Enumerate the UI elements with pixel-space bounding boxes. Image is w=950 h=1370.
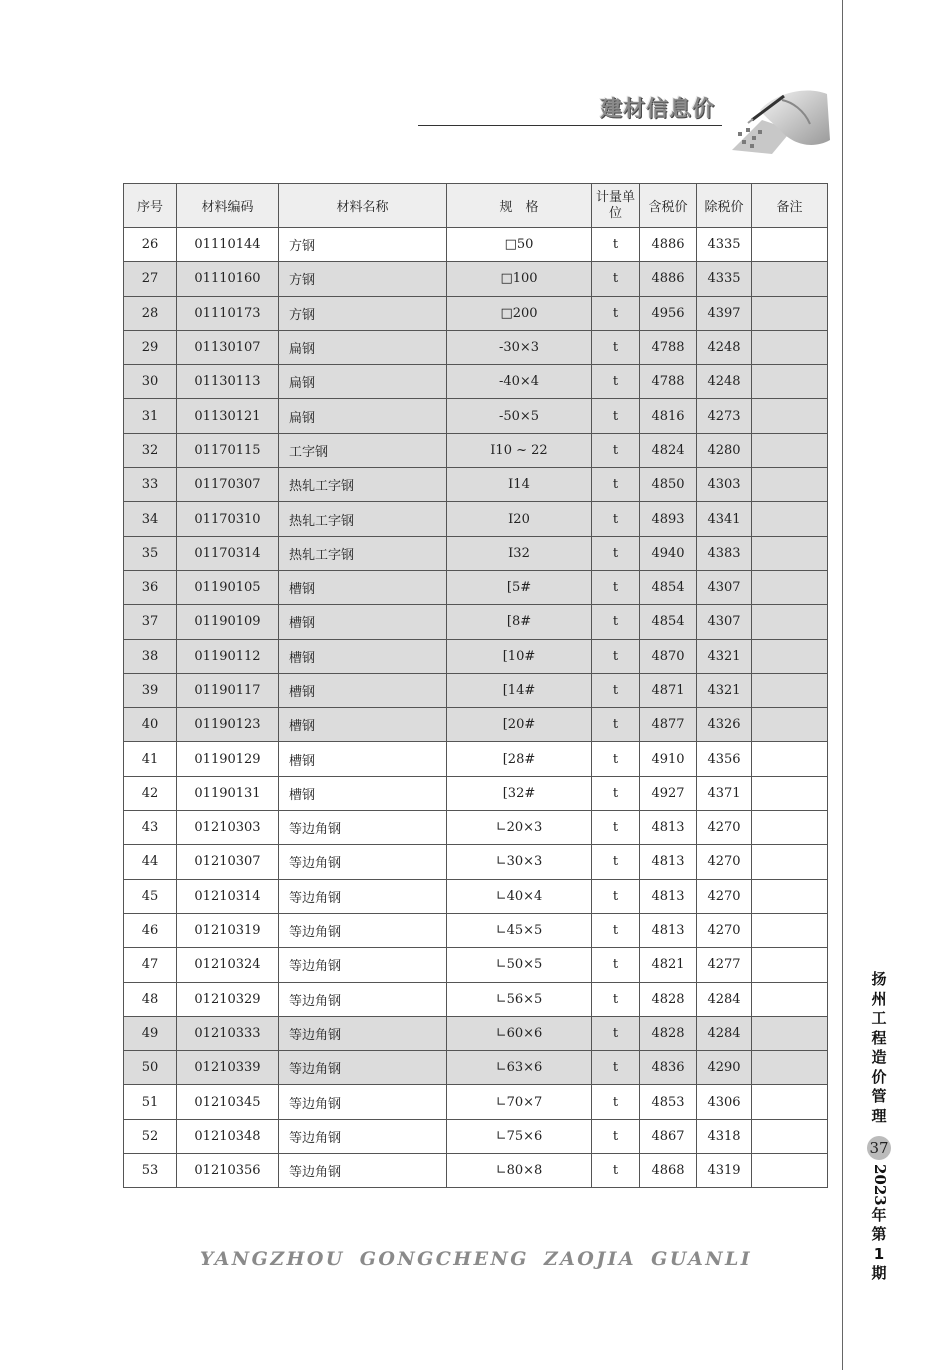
journal-name-char: 价 — [871, 1067, 887, 1086]
cell-tax-price: 4813 — [640, 845, 697, 879]
cell-name: 槽钢 — [279, 570, 447, 604]
column-header-no: 序号 — [124, 184, 177, 228]
table-row — [124, 365, 828, 399]
journal-name-char: 管 — [871, 1087, 887, 1105]
cell-unit: t — [592, 262, 640, 296]
cell-name: 槽钢 — [279, 742, 447, 776]
journal-name-char: 理 — [871, 1106, 887, 1125]
cell-note — [752, 296, 828, 330]
cell-name: 方钢 — [279, 262, 447, 296]
table-row — [124, 330, 828, 364]
cell-unit: t — [592, 1016, 640, 1050]
cell-unit: t — [592, 776, 640, 810]
cell-no: 53 — [124, 1154, 177, 1188]
column-header-code: 材料编码 — [177, 184, 279, 228]
cell-unit: t — [592, 399, 640, 433]
cell-notax-price: 4303 — [697, 468, 752, 502]
header-rule — [418, 125, 722, 126]
cell-notax-price: 4307 — [697, 605, 752, 639]
cell-tax-price: 4886 — [640, 262, 697, 296]
cell-unit: t — [592, 570, 640, 604]
cell-notax-price: 4321 — [697, 673, 752, 707]
column-header-unit: 计量单位 — [592, 184, 640, 228]
cell-spec: ∟50×5 — [447, 948, 592, 982]
cell-name: 热轧工字钢 — [279, 502, 447, 536]
table-row — [124, 948, 828, 982]
cell-tax-price: 4813 — [640, 811, 697, 845]
cell-name: 槽钢 — [279, 708, 447, 742]
cell-unit: t — [592, 879, 640, 913]
cell-notax-price: 4397 — [697, 296, 752, 330]
cell-code: 01210339 — [177, 1051, 279, 1085]
cell-notax-price: 4270 — [697, 913, 752, 947]
cell-no: 39 — [124, 673, 177, 707]
journal-name — [871, 970, 886, 1126]
cell-code: 01210348 — [177, 1119, 279, 1153]
cell-no: 35 — [124, 536, 177, 570]
table-row — [124, 742, 828, 776]
cell-notax-price: 4277 — [697, 948, 752, 982]
cell-tax-price: 4813 — [640, 879, 697, 913]
cell-no: 41 — [124, 742, 177, 776]
cell-no: 34 — [124, 502, 177, 536]
cell-code: 01190123 — [177, 708, 279, 742]
cell-note — [752, 365, 828, 399]
cell-notax-price: 4248 — [697, 330, 752, 364]
cell-note — [752, 913, 828, 947]
cell-unit: t — [592, 1154, 640, 1188]
cell-tax-price: 4940 — [640, 536, 697, 570]
cell-notax-price: 4270 — [697, 879, 752, 913]
issue-year: 2023 — [870, 1164, 889, 1206]
cell-name: 槽钢 — [279, 673, 447, 707]
cell-name: 扁钢 — [279, 365, 447, 399]
cell-name: 等边角钢 — [279, 1119, 447, 1153]
cell-no: 51 — [124, 1085, 177, 1119]
journal-name-char: 州 — [871, 989, 887, 1008]
cell-notax-price: 4248 — [697, 365, 752, 399]
cell-note — [752, 1016, 828, 1050]
cell-note — [752, 673, 828, 707]
cell-notax-price: 4280 — [697, 433, 752, 467]
cell-note — [752, 708, 828, 742]
cell-spec: ∟56×5 — [447, 982, 592, 1016]
cell-spec: [28# — [447, 742, 592, 776]
cell-code: 01210324 — [177, 948, 279, 982]
cell-unit: t — [592, 296, 640, 330]
cell-name: 等边角钢 — [279, 1016, 447, 1050]
cell-no: 36 — [124, 570, 177, 604]
journal-name-char: 造 — [871, 1048, 887, 1066]
cell-unit: t — [592, 228, 640, 262]
cell-code: 01170115 — [177, 433, 279, 467]
table-row — [124, 1085, 828, 1119]
cell-name: 方钢 — [279, 228, 447, 262]
cell-code: 01210356 — [177, 1154, 279, 1188]
column-header-tax-price: 含税价 — [640, 184, 697, 228]
cell-code: 01130107 — [177, 330, 279, 364]
cell-unit: t — [592, 811, 640, 845]
cell-spec: [10# — [447, 639, 592, 673]
cell-notax-price: 4371 — [697, 776, 752, 810]
table-row — [124, 570, 828, 604]
cell-no: 32 — [124, 433, 177, 467]
table-row — [124, 536, 828, 570]
cell-unit: t — [592, 913, 640, 947]
cell-no: 38 — [124, 639, 177, 673]
cell-unit: t — [592, 845, 640, 879]
cell-name: 等边角钢 — [279, 1051, 447, 1085]
cell-no: 33 — [124, 468, 177, 502]
cell-unit: t — [592, 742, 640, 776]
cell-tax-price: 4816 — [640, 399, 697, 433]
journal-name-char: 扬 — [871, 970, 887, 988]
cell-note — [752, 433, 828, 467]
cell-no: 29 — [124, 330, 177, 364]
cell-code: 01210314 — [177, 879, 279, 913]
cell-spec: I14 — [447, 468, 592, 502]
material-price-table — [123, 183, 828, 1188]
issue-label-char: 第 — [871, 1225, 887, 1244]
cell-note — [752, 399, 828, 433]
table-row — [124, 228, 828, 262]
cell-name: 方钢 — [279, 296, 447, 330]
header-title: 建材信息价 — [600, 97, 716, 122]
cell-code: 01110144 — [177, 228, 279, 262]
cell-name: 热轧工字钢 — [279, 536, 447, 570]
cell-code: 01210345 — [177, 1085, 279, 1119]
cell-code: 01190105 — [177, 570, 279, 604]
cell-notax-price: 4318 — [697, 1119, 752, 1153]
cell-note — [752, 570, 828, 604]
cell-name: 槽钢 — [279, 605, 447, 639]
table-row — [124, 1051, 828, 1085]
table-row — [124, 845, 828, 879]
cell-spec: ∟80×8 — [447, 1154, 592, 1188]
cell-unit: t — [592, 605, 640, 639]
cell-tax-price: 4877 — [640, 708, 697, 742]
cell-spec: [8# — [447, 605, 592, 639]
cell-name: 槽钢 — [279, 776, 447, 810]
cell-no: 43 — [124, 811, 177, 845]
cell-spec: [14# — [447, 673, 592, 707]
cell-code: 01170307 — [177, 468, 279, 502]
cell-spec: [20# — [447, 708, 592, 742]
cell-tax-price: 4886 — [640, 228, 697, 262]
cell-no: 28 — [124, 296, 177, 330]
table-row — [124, 879, 828, 913]
cell-code: 01190112 — [177, 639, 279, 673]
right-margin-rule — [842, 0, 843, 1370]
cell-unit: t — [592, 673, 640, 707]
cell-unit: t — [592, 365, 640, 399]
cell-name: 扁钢 — [279, 399, 447, 433]
cell-unit: t — [592, 1085, 640, 1119]
cell-note — [752, 845, 828, 879]
cell-unit: t — [592, 330, 640, 364]
cell-tax-price: 4788 — [640, 365, 697, 399]
footer-journal-pinyin: YANGZHOU GONGCHENG ZAOJIA GUANLI — [199, 1248, 753, 1270]
cell-tax-price: 4854 — [640, 605, 697, 639]
cell-note — [752, 1051, 828, 1085]
cell-note — [752, 982, 828, 1016]
table-row — [124, 296, 828, 330]
cell-spec: ∟75×6 — [447, 1119, 592, 1153]
cell-no: 50 — [124, 1051, 177, 1085]
cell-tax-price: 4821 — [640, 948, 697, 982]
table-row — [124, 811, 828, 845]
cell-name: 等边角钢 — [279, 811, 447, 845]
cell-code: 01130113 — [177, 365, 279, 399]
table-row — [124, 639, 828, 673]
hand-pen-illustration — [722, 80, 832, 156]
cell-name: 工字钢 — [279, 433, 447, 467]
cell-code: 01210303 — [177, 811, 279, 845]
cell-tax-price: 4850 — [640, 468, 697, 502]
cell-notax-price: 4383 — [697, 536, 752, 570]
cell-code: 01110160 — [177, 262, 279, 296]
cell-notax-price: 4319 — [697, 1154, 752, 1188]
cell-name: 等边角钢 — [279, 1154, 447, 1188]
cell-note — [752, 776, 828, 810]
cell-spec: I20 — [447, 502, 592, 536]
cell-unit: t — [592, 536, 640, 570]
table-row — [124, 1154, 828, 1188]
cell-tax-price: 4853 — [640, 1085, 697, 1119]
cell-tax-price: 4927 — [640, 776, 697, 810]
column-header-spec: 规 格 — [447, 184, 592, 228]
cell-note — [752, 228, 828, 262]
cell-no: 27 — [124, 262, 177, 296]
table-row — [124, 399, 828, 433]
issue-label-char: 1 — [873, 1244, 885, 1263]
cell-tax-price: 4870 — [640, 639, 697, 673]
cell-tax-price: 4828 — [640, 982, 697, 1016]
cell-notax-price: 4284 — [697, 982, 752, 1016]
cell-spec: ∟70×7 — [447, 1085, 592, 1119]
cell-notax-price: 4326 — [697, 708, 752, 742]
cell-code: 01110173 — [177, 296, 279, 330]
cell-spec: -30×3 — [447, 330, 592, 364]
cell-no: 42 — [124, 776, 177, 810]
cell-tax-price: 4828 — [640, 1016, 697, 1050]
issue-label-char: 年 — [871, 1205, 887, 1224]
cell-no: 47 — [124, 948, 177, 982]
cell-code: 01190129 — [177, 742, 279, 776]
cell-notax-price: 4306 — [697, 1085, 752, 1119]
cell-tax-price: 4836 — [640, 1051, 697, 1085]
table-row — [124, 262, 828, 296]
cell-no: 45 — [124, 879, 177, 913]
cell-code: 01190109 — [177, 605, 279, 639]
table-row — [124, 468, 828, 502]
cell-note — [752, 262, 828, 296]
cell-no: 26 — [124, 228, 177, 262]
cell-unit: t — [592, 1119, 640, 1153]
cell-unit: t — [592, 982, 640, 1016]
column-header-notax-price: 除税价 — [697, 184, 752, 228]
table-row — [124, 913, 828, 947]
cell-note — [752, 1154, 828, 1188]
cell-no: 48 — [124, 982, 177, 1016]
cell-name: 槽钢 — [279, 639, 447, 673]
cell-no: 46 — [124, 913, 177, 947]
cell-code: 01190131 — [177, 776, 279, 810]
cell-code: 01170310 — [177, 502, 279, 536]
cell-tax-price: 4867 — [640, 1119, 697, 1153]
cell-spec: [5# — [447, 570, 592, 604]
cell-no: 30 — [124, 365, 177, 399]
cell-unit: t — [592, 708, 640, 742]
journal-name-char: 工 — [871, 1009, 887, 1027]
cell-code: 01210333 — [177, 1016, 279, 1050]
table-row — [124, 1119, 828, 1153]
cell-spec: I32 — [447, 536, 592, 570]
cell-spec: □50 — [447, 228, 592, 262]
cell-tax-price: 4824 — [640, 433, 697, 467]
cell-name: 扁钢 — [279, 330, 447, 364]
cell-spec: ∟45×5 — [447, 913, 592, 947]
column-header-name: 材料名称 — [279, 184, 447, 228]
cell-unit: t — [592, 948, 640, 982]
cell-code: 01170314 — [177, 536, 279, 570]
cell-note — [752, 536, 828, 570]
cell-note — [752, 1119, 828, 1153]
cell-name: 等边角钢 — [279, 879, 447, 913]
cell-notax-price: 4284 — [697, 1016, 752, 1050]
cell-no: 40 — [124, 708, 177, 742]
cell-notax-price: 4335 — [697, 228, 752, 262]
cell-spec: [32# — [447, 776, 592, 810]
cell-spec: □200 — [447, 296, 592, 330]
cell-tax-price: 4854 — [640, 570, 697, 604]
cell-tax-price: 4868 — [640, 1154, 697, 1188]
cell-spec: ∟20×3 — [447, 811, 592, 845]
cell-unit: t — [592, 502, 640, 536]
cell-note — [752, 605, 828, 639]
column-header-note: 备注 — [752, 184, 828, 228]
table-row — [124, 673, 828, 707]
cell-name: 等边角钢 — [279, 1085, 447, 1119]
cell-tax-price: 4788 — [640, 330, 697, 364]
cell-note — [752, 330, 828, 364]
cell-no: 31 — [124, 399, 177, 433]
cell-tax-price: 4871 — [640, 673, 697, 707]
cell-notax-price: 4341 — [697, 502, 752, 536]
cell-spec: ∟63×6 — [447, 1051, 592, 1085]
cell-name: 等边角钢 — [279, 948, 447, 982]
cell-note — [752, 468, 828, 502]
table-row — [124, 1016, 828, 1050]
cell-spec: ∟60×6 — [447, 1016, 592, 1050]
cell-spec: -50×5 — [447, 399, 592, 433]
side-journal-label — [864, 970, 894, 1284]
cell-code: 01210319 — [177, 913, 279, 947]
cell-no: 52 — [124, 1119, 177, 1153]
issue-label-char: 期 — [871, 1264, 887, 1283]
cell-note — [752, 502, 828, 536]
table-row — [124, 502, 828, 536]
cell-no: 49 — [124, 1016, 177, 1050]
cell-note — [752, 742, 828, 776]
cell-note — [752, 1085, 828, 1119]
cell-name: 等边角钢 — [279, 845, 447, 879]
cell-tax-price: 4813 — [640, 913, 697, 947]
cell-spec: □100 — [447, 262, 592, 296]
cell-spec: ∟40×4 — [447, 879, 592, 913]
cell-code: 01210307 — [177, 845, 279, 879]
cell-notax-price: 4321 — [697, 639, 752, 673]
cell-spec: ∟30×3 — [447, 845, 592, 879]
table-row — [124, 708, 828, 742]
cell-code: 01210329 — [177, 982, 279, 1016]
cell-note — [752, 639, 828, 673]
table-header-row — [124, 184, 828, 228]
cell-tax-price: 4956 — [640, 296, 697, 330]
table-row — [124, 776, 828, 810]
page-number-badge: 37 — [867, 1136, 891, 1160]
cell-notax-price: 4270 — [697, 845, 752, 879]
cell-unit: t — [592, 468, 640, 502]
cell-unit: t — [592, 639, 640, 673]
cell-note — [752, 948, 828, 982]
table-row — [124, 605, 828, 639]
cell-notax-price: 4273 — [697, 399, 752, 433]
cell-note — [752, 879, 828, 913]
cell-notax-price: 4270 — [697, 811, 752, 845]
cell-no: 37 — [124, 605, 177, 639]
cell-notax-price: 4290 — [697, 1051, 752, 1085]
cell-name: 等边角钢 — [279, 913, 447, 947]
cell-unit: t — [592, 433, 640, 467]
cell-spec: -40×4 — [447, 365, 592, 399]
cell-name: 热轧工字钢 — [279, 468, 447, 502]
cell-no: 44 — [124, 845, 177, 879]
cell-notax-price: 4356 — [697, 742, 752, 776]
table-row — [124, 433, 828, 467]
journal-name-char: 程 — [871, 1028, 887, 1047]
cell-unit: t — [592, 1051, 640, 1085]
cell-spec: I10 ~ 22 — [447, 433, 592, 467]
cell-notax-price: 4335 — [697, 262, 752, 296]
issue-label — [871, 1206, 886, 1284]
cell-note — [752, 811, 828, 845]
cell-tax-price: 4910 — [640, 742, 697, 776]
cell-code: 01190117 — [177, 673, 279, 707]
table-row — [124, 982, 828, 1016]
cell-notax-price: 4307 — [697, 570, 752, 604]
cell-code: 01130121 — [177, 399, 279, 433]
cell-tax-price: 4893 — [640, 502, 697, 536]
cell-name: 等边角钢 — [279, 982, 447, 1016]
